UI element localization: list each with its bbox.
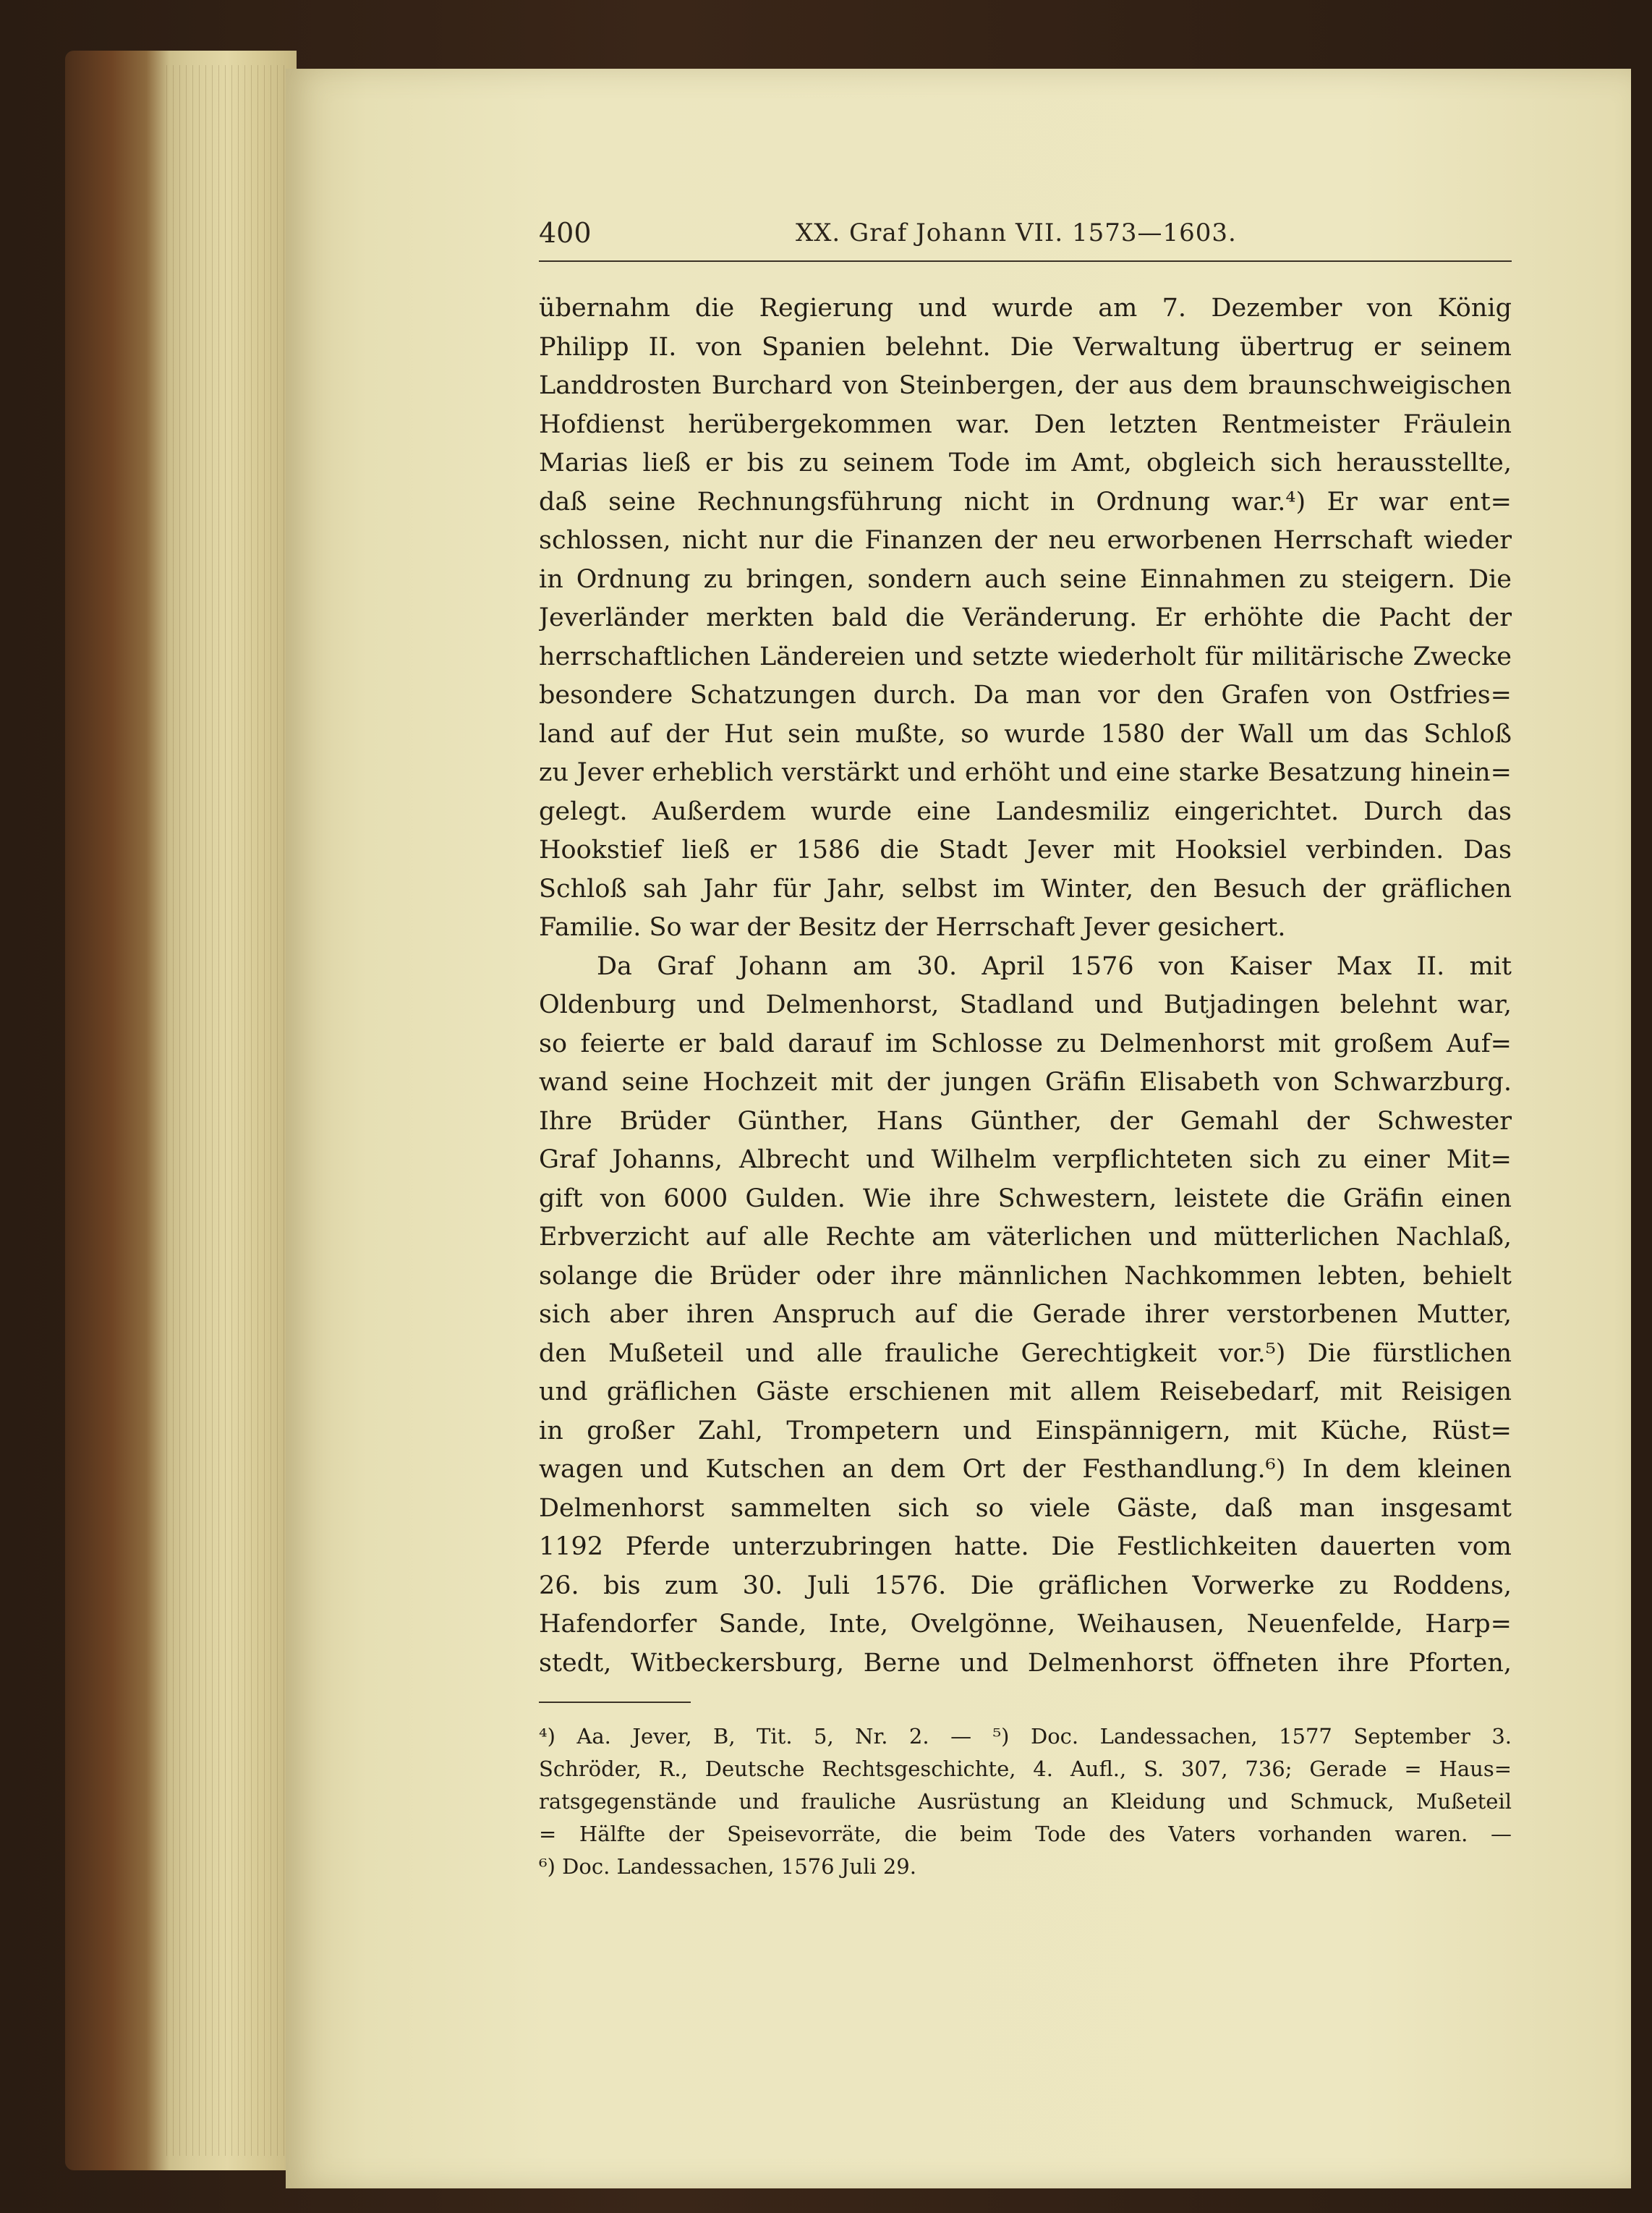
text-line: den Mußeteil und alle frauliche Gerechtigkeit vor.⁵) Die fürstlichen (539, 1338, 1512, 1368)
text-line: 26. bis zum 30. Juli 1576. Die gräflichen Vorwerke zu Roddens, (539, 1571, 1512, 1600)
text-line: sich aber ihren Anspruch auf die Gerade ihrer verstorbenen Mutter, (539, 1300, 1512, 1329)
footnote-line: = Hälfte der Speisevorräte, die beim Tode des Vaters vorhanden waren. — (539, 1822, 1512, 1846)
text-line: Oldenburg und Delmenhorst, Stadland und Butjadingen belehnt war, (539, 990, 1512, 1019)
footnote-line: Schröder, R., Deutsche Rechtsgeschichte, 4. Aufl., S. 307, 736; Gerade = Haus= (539, 1757, 1512, 1781)
text-line: Delmenhorst sammelten sich so viele Gäste, daß man insgesamt (539, 1493, 1512, 1523)
text-line: übernahm die Regierung und wurde am 7. Dezember von König (539, 294, 1512, 323)
page-number: 400 (539, 217, 592, 249)
footnote-rule (539, 1702, 691, 1703)
text-line: Da Graf Johann am 30. April 1576 von Kaiser Max II. mit (597, 951, 1512, 981)
text-line: solange die Brüder oder ihre männlichen Nachkommen lebten, behielt (539, 1261, 1512, 1291)
text-line: land auf der Hut sein mußte, so wurde 1580 der Wall um das Schloß (539, 719, 1512, 749)
body-text (539, 289, 1512, 1683)
text-line: Ihre Brüder Günther, Hans Günther, der Gemahl der Schwester (539, 1106, 1512, 1136)
page-edge-lines (166, 65, 289, 2156)
text-line: Hofdienst herübergekommen war. Den letzten Rentmeister Fräulein (539, 409, 1512, 439)
text-line: so feierte er bald darauf im Schlosse zu Delmenhorst mit großem Auf= (539, 1029, 1512, 1058)
text-line: Hookstief ließ er 1586 die Stadt Jever mit Hooksiel verbinden. Das (539, 836, 1512, 865)
text-line: Philipp II. von Spanien belehnt. Die Verwaltung übertrug er seinem (539, 332, 1512, 362)
text-line: stedt, Witbeckersburg, Berne und Delmenhorst öffneten ihre Pforten, (539, 1648, 1512, 1678)
text-line: schlossen, nicht nur die Finanzen der neu erworbenen Herrschaft wieder (539, 526, 1512, 555)
text-line: besondere Schatzungen durch. Da man vor den Grafen von Ostfries= (539, 681, 1512, 710)
page-block-edge (65, 51, 297, 2170)
text-line: Schloß sah Jahr für Jahr, selbst im Winter, den Besuch der gräflichen (539, 874, 1512, 904)
text-line: daß seine Rechnungsführung nicht in Ordnung war.⁴) Er war ent= (539, 487, 1512, 517)
text-line: Jeverländer merkten bald die Veränderung. Er erhöhte die Pacht der (539, 603, 1512, 632)
running-head: XX. Graf Johann VII. 1573—1603. (796, 218, 1237, 247)
footnote-line: ratsgegenstände und frauliche Ausrüstung an Kleidung und Schmuck, Mußeteil (539, 1789, 1512, 1814)
footnotes (539, 1720, 1512, 1883)
text-line: herrschaftlichen Ländereien und setzte wiederholt für militärische Zwecke (539, 642, 1512, 671)
text-line: Landdrosten Burchard von Steinbergen, der aus dem braunschweigischen (539, 371, 1512, 400)
text-line: Marias ließ er bis zu seinem Tode im Amt, obgleich sich herausstellte, (539, 449, 1512, 477)
text-line: wagen und Kutschen an dem Ort der Festhandlung.⁶) In dem kleinen (539, 1455, 1512, 1484)
footnote-line: ⁶) Doc. Landessachen, 1576 Juli 29. (539, 1854, 916, 1879)
text-line: wand seine Hochzeit mit der jungen Gräfin Elisabeth von Schwarzburg. (539, 1068, 1512, 1097)
text-line: gift von 6000 Gulden. Wie ihre Schwestern, leistete die Gräfin einen (539, 1184, 1512, 1213)
text-line: gelegt. Außerdem wurde eine Landesmiliz eingerichtet. Durch das (539, 797, 1512, 826)
text-line: in Ordnung zu bringen, sondern auch seine Einnahmen zu steigern. Die (539, 564, 1512, 594)
page-header (539, 217, 1512, 262)
text-line: Hafendorfer Sande, Inte, Ovelgönne, Weihausen, Neuenfelde, Harp= (539, 1610, 1512, 1639)
text-line: und gräflichen Gäste erschienen mit allem Reisebedarf, mit Reisigen (539, 1377, 1512, 1406)
footnote-line: ⁴) Aa. Jever, B, Tit. 5, Nr. 2. — ⁵) Doc. Landessachen, 1577 September 3. (539, 1724, 1512, 1749)
text-line: Erbverzicht auf alle Rechte am väterlichen und mütterlichen Nachlaß, (539, 1223, 1512, 1252)
text-line: Familie. So war der Besitz der Herrschaft Jever gesichert. (539, 913, 1286, 942)
text-line: Graf Johanns, Albrecht und Wilhelm verpflichteten sich zu einer Mit= (539, 1145, 1512, 1174)
text-line: zu Jever erheblich verstärkt und erhöht und eine starke Besatzung hinein= (539, 758, 1512, 787)
text-line: in großer Zahl, Trompetern und Einspännigern, mit Küche, Rüst= (539, 1416, 1512, 1445)
text-line: 1192 Pferde unterzubringen hatte. Die Festlichkeiten dauerten vom (539, 1532, 1512, 1561)
